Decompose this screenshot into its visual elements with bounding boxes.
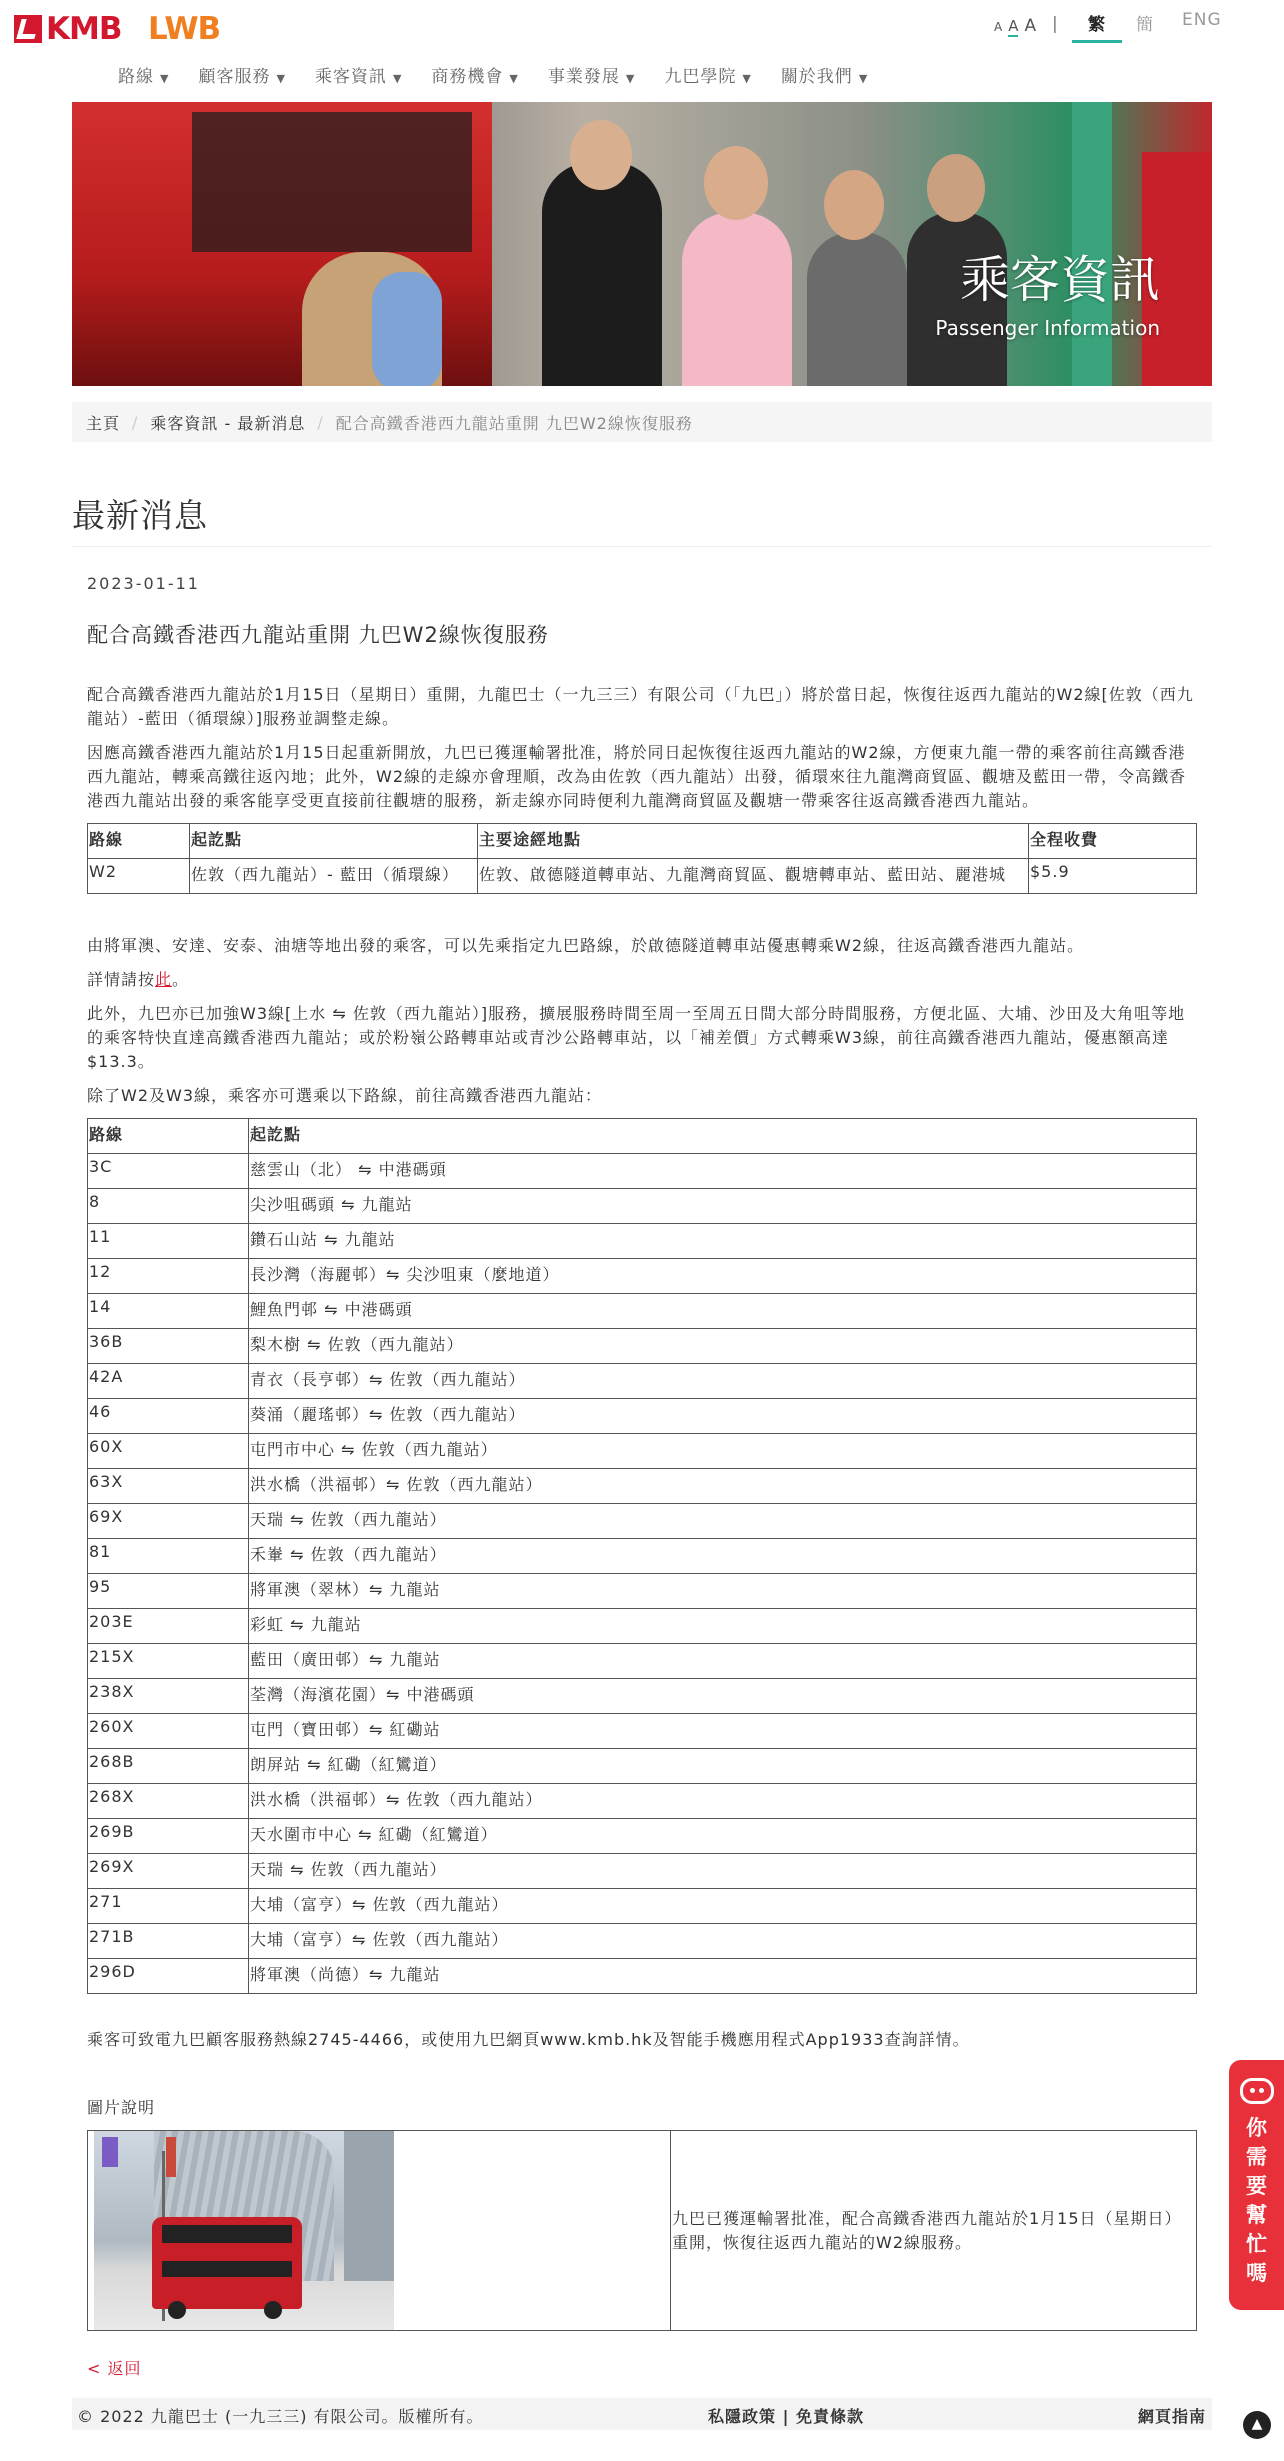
route-endpoints-cell: 梨木樹 ⇋ 佐敦（西九龍站） — [249, 1329, 1197, 1364]
table-header: 全程收費 — [1029, 824, 1197, 859]
route-endpoints-cell: 將軍澳（翠林）⇋ 九龍站 — [249, 1574, 1197, 1609]
table-row — [88, 1259, 1197, 1294]
table-row — [88, 1364, 1197, 1399]
nav-item-business[interactable] — [431, 62, 518, 87]
photo-flag — [166, 2137, 176, 2177]
lwb-logo[interactable]: LWB — [148, 11, 221, 47]
route-number-cell: 269X — [88, 1854, 249, 1889]
table-row — [88, 1679, 1197, 1714]
route-number-cell: 203E — [88, 1609, 249, 1644]
table-row — [88, 1889, 1197, 1924]
photo-caption: 九巴已獲運輸署批准，配合高鐵香港西九龍站於1月15日（星期日）重開，恢復往返西九龍站的W2線服務。 — [671, 2131, 1197, 2331]
nav-label: 九巴學院 — [664, 67, 737, 87]
banner-figure-head — [704, 146, 768, 220]
main-nav — [118, 62, 897, 87]
table-header-row — [88, 824, 1197, 859]
route-endpoints-cell: 洪水橋（洪福邨）⇋ 佐敦（西九龍站） — [249, 1469, 1197, 1504]
photo-flag — [102, 2137, 118, 2167]
route-number-cell: 60X — [88, 1434, 249, 1469]
route-number-cell: 8 — [88, 1189, 249, 1224]
route-endpoints-cell: 慈雲山（北） ⇋ 中港碼頭 — [249, 1154, 1197, 1189]
table-row — [88, 1609, 1197, 1644]
table-row — [88, 1504, 1197, 1539]
article — [87, 574, 1197, 2331]
route-number-cell: 12 — [88, 1259, 249, 1294]
help-tab-label: 你需要幫忙嗎 — [1246, 2116, 1267, 2285]
caret-down-icon: ▼ — [509, 72, 519, 85]
footer-site-guide[interactable]: 網頁指南 — [1137, 2407, 1206, 2426]
route-number-cell: 268B — [88, 1749, 249, 1784]
kmb-logo-text: KMB — [46, 11, 122, 47]
route-number-cell: 238X — [88, 1679, 249, 1714]
route-endpoints-cell: 青衣（長亨邨）⇋ 佐敦（西九龍站） — [249, 1364, 1197, 1399]
hotline-paragraph: 乘客可致電九巴顧客服務熱線2745-4466，或使用九巴網頁www.kmb.hk及智能手機應用程式App1933查詢詳情。 — [87, 2030, 970, 2049]
route-number-cell: 3C — [88, 1154, 249, 1189]
route-number-cell: 11 — [88, 1224, 249, 1259]
font-size-large-button[interactable]: A — [1024, 16, 1037, 36]
route-endpoints-cell: 屯門（寶田邨）⇋ 紅磡站 — [249, 1714, 1197, 1749]
table-header: 路線 — [88, 1119, 249, 1154]
photo-caption-label: 圖片說明 — [87, 2098, 156, 2117]
table-row — [88, 859, 1197, 894]
bus-photo — [94, 2131, 394, 2330]
banner-passenger — [302, 252, 442, 386]
banner-staff — [542, 162, 662, 386]
kmb-logo[interactable] — [14, 11, 122, 47]
table-row — [88, 1714, 1197, 1749]
title-divider — [72, 546, 1212, 547]
route-endpoints-cell: 彩虹 ⇋ 九龍站 — [249, 1609, 1197, 1644]
footer — [72, 2398, 1212, 2430]
nav-label: 路線 — [118, 67, 154, 87]
banner-pillar — [1072, 102, 1112, 386]
table-header: 路線 — [88, 824, 190, 859]
hero-banner — [72, 102, 1212, 386]
route-endpoints-cell: 天瑞 ⇋ 佐敦（西九龍站） — [249, 1504, 1197, 1539]
route-endpoints-cell: 禾輋 ⇋ 佐敦（西九龍站） — [249, 1539, 1197, 1574]
kmb-logo-mark-icon — [14, 15, 42, 43]
nav-item-development[interactable] — [548, 62, 635, 87]
nav-item-academy[interactable] — [664, 62, 751, 87]
route-endpoints-cell: 洪水橋（洪福邨）⇋ 佐敦（西九龍站） — [249, 1784, 1197, 1819]
language-simplified-chinese[interactable]: 簡 — [1136, 15, 1154, 35]
nav-item-about[interactable] — [781, 62, 868, 87]
article-paragraph: 此外，九巴亦已加強W3線[上水 ⇋ 佐敦（西九龍站）]服務，擴展服務時間至周一至周五日間大部分時間服務，方便北區、大埔、沙田及大角咀等地的乘客特快直達高鐵香港西九龍站；或於粉嶺公路轉車站或青沙公路轉車站，以「補差價」方式轉乘W3線，前往高鐵香港西九龍站，優惠額高達$13.3。 — [87, 1004, 1186, 1071]
nav-label: 關於我們 — [780, 67, 853, 87]
table-cell: W2 — [88, 859, 190, 894]
details-line — [87, 968, 1197, 992]
breadcrumb-separator: / — [132, 412, 139, 432]
table-header: 起訖點 — [190, 824, 478, 859]
table-cell: 佐敦（西九龍站）- 藍田（循環線） — [190, 859, 478, 894]
table-row — [88, 1574, 1197, 1609]
table-row — [88, 1154, 1197, 1189]
header-separator: | — [1052, 14, 1058, 34]
table-row — [88, 1819, 1197, 1854]
route-endpoints-cell: 朗屏站 ⇋ 紅磡（紅鸞道） — [249, 1749, 1197, 1784]
banner-figure-head — [927, 154, 985, 222]
breadcrumb-home[interactable]: 主頁 — [86, 413, 121, 433]
w2-route-table — [87, 823, 1197, 894]
breadcrumb-separator: / — [317, 412, 324, 432]
table-row — [88, 1644, 1197, 1679]
route-endpoints-cell: 尖沙咀碼頭 ⇋ 九龍站 — [249, 1189, 1197, 1224]
route-number-cell: 36B — [88, 1329, 249, 1364]
alternative-routes-table — [87, 1118, 1197, 1994]
caret-down-icon: ▼ — [392, 72, 403, 85]
caret-down-icon: ▼ — [160, 72, 170, 85]
route-number-cell: 269B — [88, 1819, 249, 1854]
route-endpoints-cell: 大埔（富亨）⇋ 佐敦（西九龍站） — [249, 1924, 1197, 1959]
route-number-cell: 296D — [88, 1959, 249, 1994]
route-number-cell: 63X — [88, 1469, 249, 1504]
route-endpoints-cell: 天瑞 ⇋ 佐敦（西九龍站） — [249, 1854, 1197, 1889]
banner-passenger — [807, 232, 907, 386]
route-endpoints-cell: 藍田（廣田邨）⇋ 九龍站 — [249, 1644, 1197, 1679]
caret-down-icon: ▼ — [625, 72, 636, 85]
nav-label: 乘客資訊 — [314, 67, 387, 87]
route-number-cell: 268X — [88, 1784, 249, 1819]
nav-label: 事業發展 — [547, 67, 620, 87]
article-paragraph: 因應高鐵香港西九龍站於1月15日起重新開放，九巴已獲運輸署批准，將於同日起恢復往返西九龍站的W2線，方便東九龍一帶的乘客前往高鐵香港西九龍站，轉乘高鐵往返內地；此外，W2線的走線亦會理順，改為由佐敦（西九龍站）出發，循環來往九龍灣商貿區、觀塘及藍田一帶，令高鐵香港西九龍站出發的乘客能享受更直接前往觀塘的服務，新走線亦同時便利九龍灣商貿區及觀塘一帶乘客往返高鐵香港西九龍站。 — [87, 743, 1187, 810]
banner-passenger — [682, 212, 792, 386]
footer-copyright: © 2022 九龍巴士 (一九三三) 有限公司。版權所有。 — [77, 2407, 484, 2426]
table-row — [88, 1189, 1197, 1224]
article-date: 2023-01-11 — [87, 574, 200, 593]
font-size-medium-button[interactable]: A — [1008, 17, 1019, 35]
table-row — [88, 1924, 1197, 1959]
caret-down-icon: ▼ — [276, 72, 286, 85]
robot-icon — [1240, 2078, 1274, 2104]
article-paragraph: 除了W2及W3線，乘客亦可選乘以下路線，前往高鐵香港西九龍站： — [87, 1086, 603, 1105]
route-endpoints-cell: 天水圍市中心 ⇋ 紅磡（紅鸞道） — [249, 1819, 1197, 1854]
font-size-control — [994, 16, 1036, 37]
table-row — [88, 1539, 1197, 1574]
nav-item-customer-service[interactable] — [198, 62, 285, 87]
route-endpoints-cell: 荃灣（海濱花園）⇋ 中港碼頭 — [249, 1679, 1197, 1714]
route-number-cell: 260X — [88, 1714, 249, 1749]
table-row — [88, 1854, 1197, 1889]
caret-down-icon: ▼ — [858, 72, 869, 85]
article-paragraph: 配合高鐵香港西九龍站於1月15日（星期日）重開，九龍巴士（一九三三）有限公司（「九巴」）將於當日起，恢復往返西九龍站的W2線[佐敦（西九龍站）-藍田（循環線）]服務並調整走線。 — [87, 685, 1194, 728]
banner-title: 乘客資訊 — [960, 251, 1160, 309]
table-row — [88, 1959, 1197, 1994]
chevron-up-icon[interactable]: ▲ — [1243, 2411, 1271, 2439]
article-paragraph: 由將軍澳、安達、安泰、油塘等地出發的乘客，可以先乘指定九巴路線，於啟德隧道轉車站優惠轉乘W2線，往返高鐵香港西九龍站。 — [87, 936, 1085, 955]
route-number-cell: 42A — [88, 1364, 249, 1399]
banner-figure-head — [824, 170, 884, 240]
route-number-cell: 271 — [88, 1889, 249, 1924]
route-endpoints-cell: 屯門市中心 ⇋ 佐敦（西九龍站） — [249, 1434, 1197, 1469]
table-header: 主要途經地點 — [478, 824, 1029, 859]
footer-policy-links[interactable]: 私隱政策 | 免責條款 — [708, 2407, 864, 2426]
photo-bus — [152, 2217, 302, 2309]
photo-table — [87, 2130, 1197, 2331]
route-number-cell: 271B — [88, 1924, 249, 1959]
table-row — [88, 1399, 1197, 1434]
route-endpoints-cell: 葵涌（麗瑤邨）⇋ 佐敦（西九龍站） — [249, 1399, 1197, 1434]
route-number-cell: 81 — [88, 1539, 249, 1574]
help-tab-button[interactable] — [1229, 2060, 1284, 2310]
details-prefix: 詳情請按 — [87, 970, 156, 989]
table-cell: 佐敦、啟德隧道轉車站、九龍灣商貿區、觀塘轉車站、藍田站、麗港城 — [478, 859, 1029, 894]
font-size-small-button[interactable]: A — [994, 20, 1003, 34]
table-cell: $5.9 — [1029, 859, 1197, 894]
route-endpoints-cell: 大埔（富亨）⇋ 佐敦（西九龍站） — [249, 1889, 1197, 1924]
language-traditional-chinese[interactable]: 繁 — [1088, 15, 1106, 35]
breadcrumb — [72, 402, 1212, 442]
caret-down-icon: ▼ — [742, 72, 752, 85]
photo-wheel — [168, 2301, 186, 2319]
nav-item-routes[interactable] — [118, 62, 169, 87]
photo-wheel — [264, 2301, 282, 2319]
language-english[interactable]: ENG — [1182, 10, 1222, 30]
photo-cell — [88, 2131, 671, 2331]
route-number-cell: 95 — [88, 1574, 249, 1609]
banner-figure-head — [570, 120, 632, 190]
table-row — [88, 1434, 1197, 1469]
banner-bus-window — [192, 112, 472, 252]
table-row — [88, 1224, 1197, 1259]
route-number-cell: 46 — [88, 1399, 249, 1434]
back-link[interactable]: < 返回 — [87, 2359, 142, 2378]
article-title: 配合高鐵香港西九龍站重開 九巴W2線恢復服務 — [87, 623, 549, 647]
table-row — [88, 1329, 1197, 1364]
photo-tower — [344, 2131, 394, 2281]
table-row — [88, 1469, 1197, 1504]
active-language-indicator — [1072, 40, 1122, 43]
route-number-cell: 14 — [88, 1294, 249, 1329]
table-header: 起訖點 — [249, 1119, 1197, 1154]
table-row — [88, 2131, 1197, 2331]
nav-label: 商務機會 — [431, 67, 504, 87]
route-endpoints-cell: 將軍澳（尚德）⇋ 九龍站 — [249, 1959, 1197, 1994]
breadcrumb-section[interactable]: 乘客資訊 - 最新消息 — [150, 413, 306, 433]
details-link[interactable]: 此 — [155, 970, 173, 989]
table-row — [88, 1294, 1197, 1329]
route-number-cell: 215X — [88, 1644, 249, 1679]
nav-item-passenger-info[interactable] — [315, 62, 402, 87]
page-title: 最新消息 — [72, 496, 208, 535]
breadcrumb-current: 配合高鐵香港西九龍站重開 九巴W2線恢復服務 — [335, 413, 693, 433]
nav-label: 顧客服務 — [198, 67, 271, 87]
route-endpoints-cell: 鑽石山站 ⇋ 九龍站 — [249, 1224, 1197, 1259]
table-row — [88, 1749, 1197, 1784]
details-suffix: 。 — [172, 970, 190, 989]
route-endpoints-cell: 長沙灣（海麗邨）⇋ 尖沙咀東（麼地道） — [249, 1259, 1197, 1294]
table-header-row — [88, 1119, 1197, 1154]
route-number-cell: 69X — [88, 1504, 249, 1539]
route-endpoints-cell: 鯉魚門邨 ⇋ 中港碼頭 — [249, 1294, 1197, 1329]
table-row — [88, 1784, 1197, 1819]
banner-subtitle: Passenger Information — [935, 316, 1160, 340]
